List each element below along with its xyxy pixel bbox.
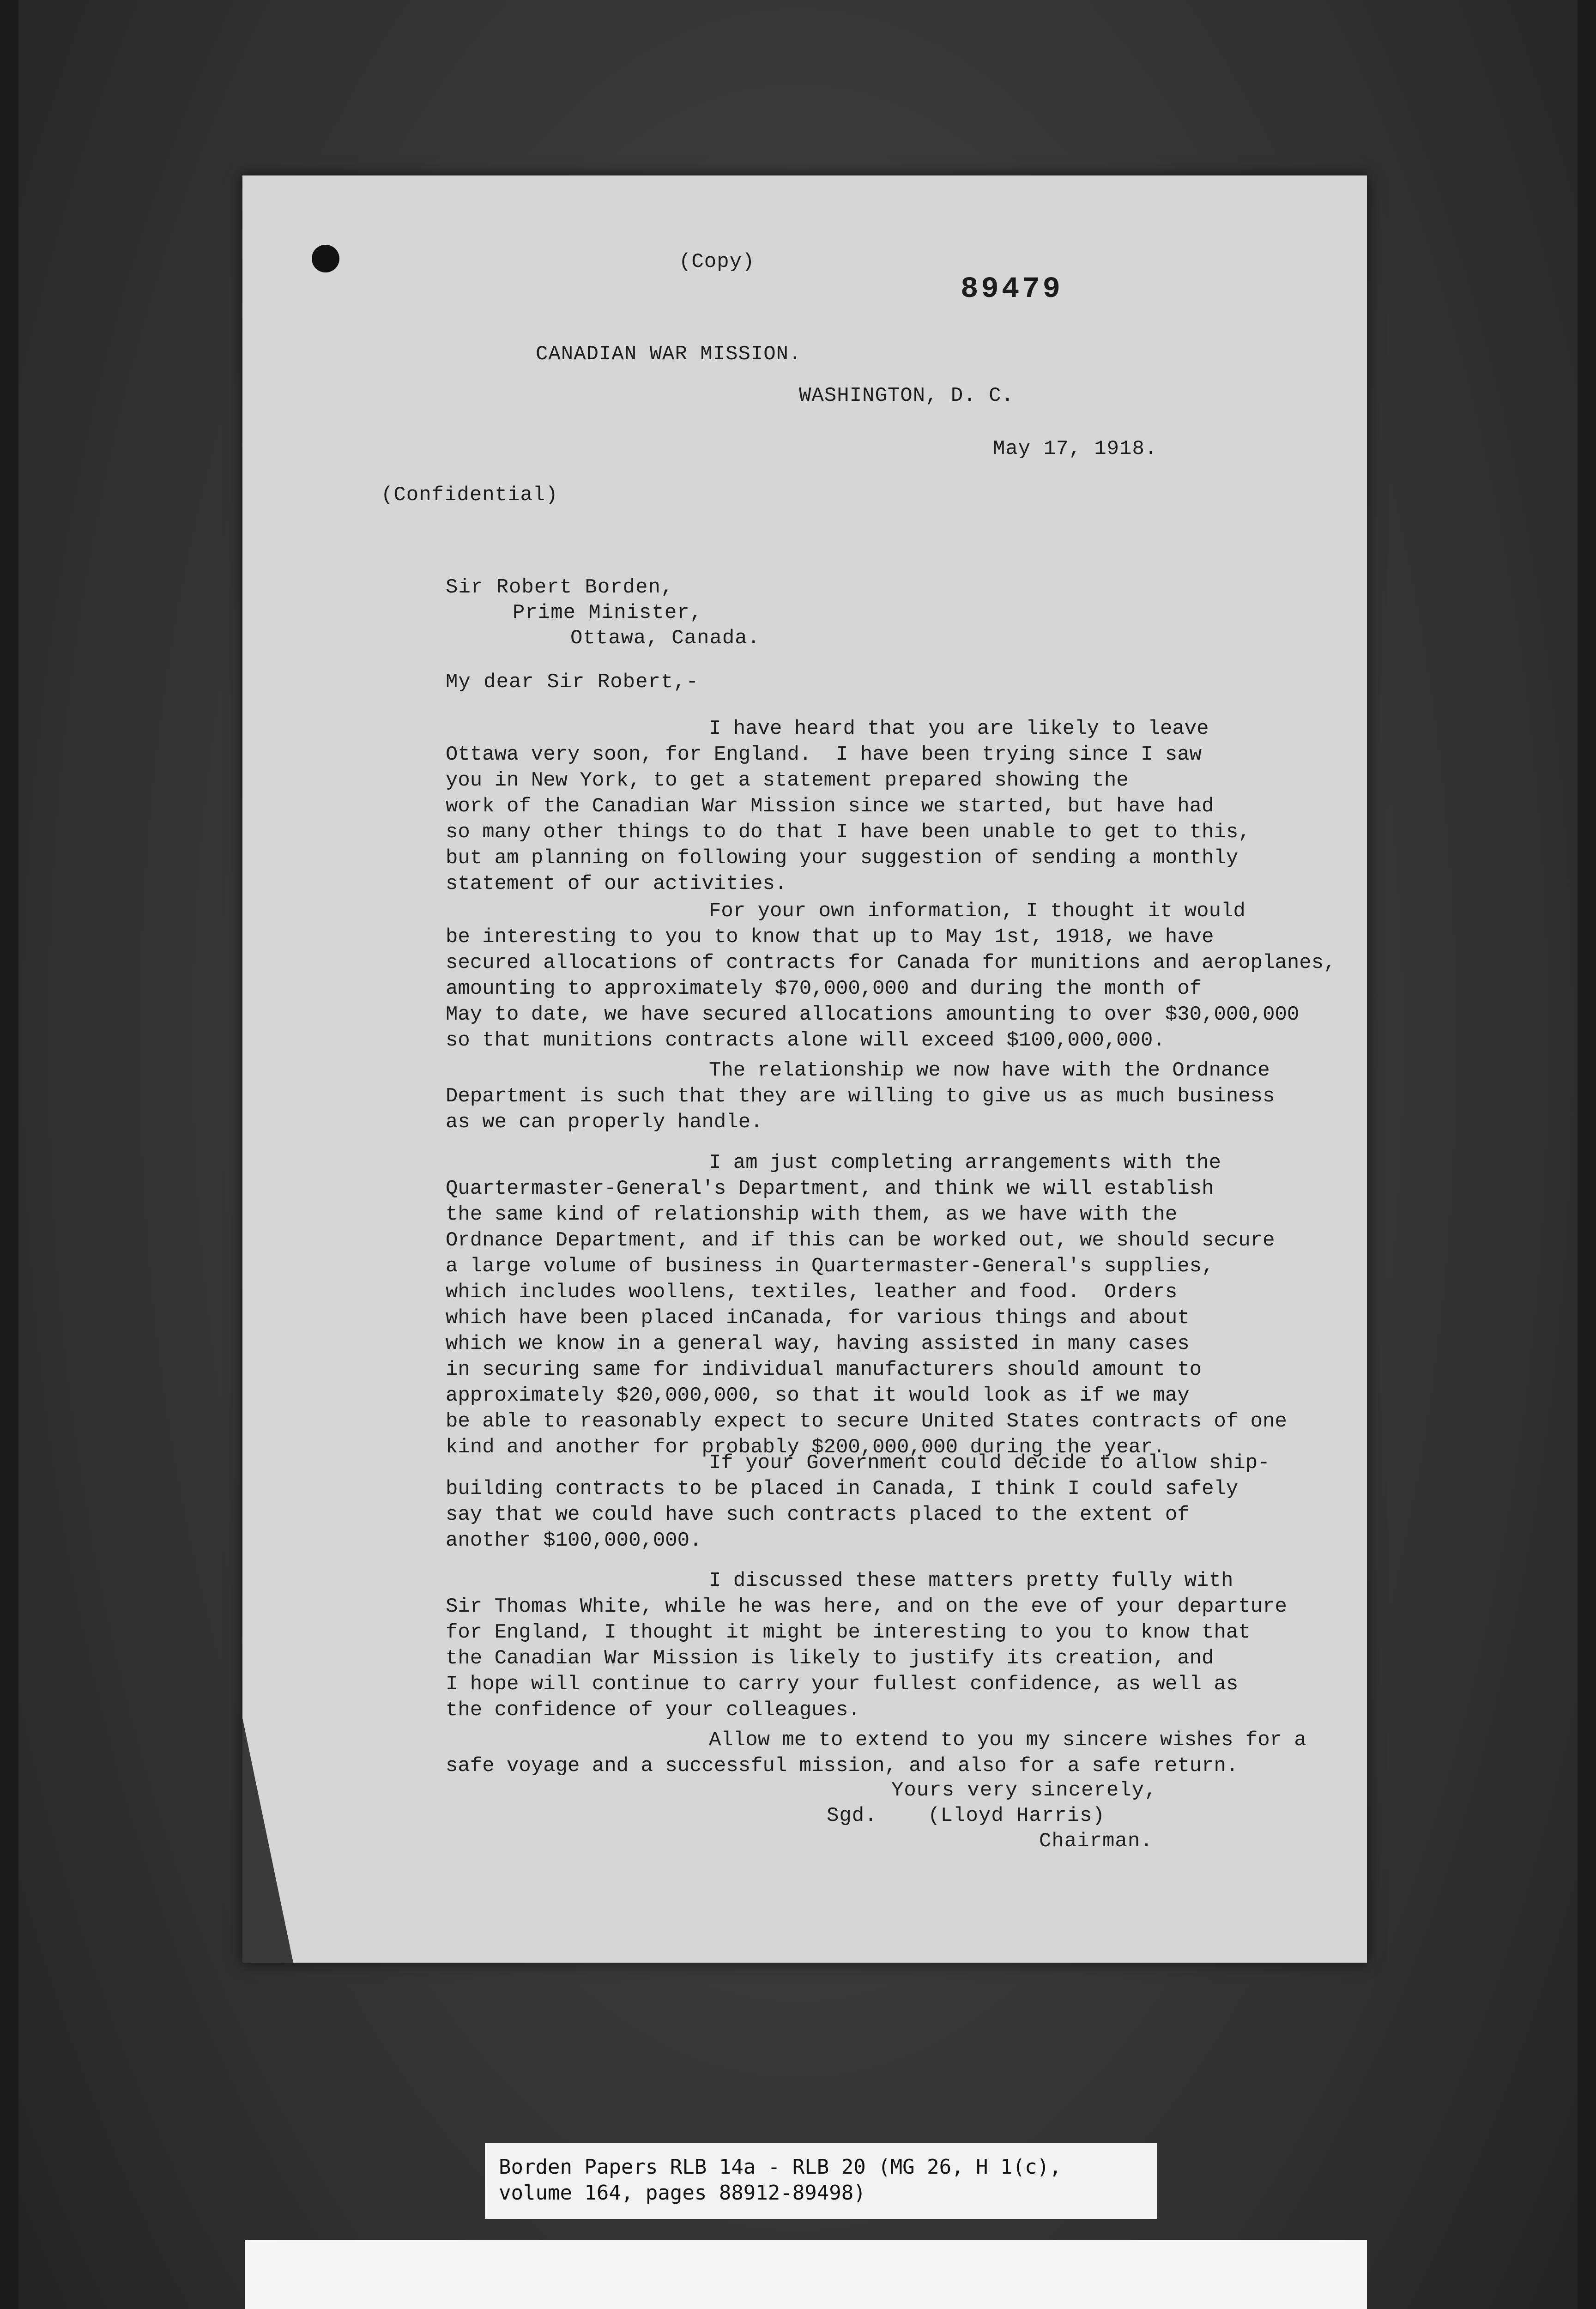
- paragraph-line: approximately $20,000,000, so that it would look as if we may: [446, 1384, 1190, 1407]
- paragraph-line: building contracts to be placed in Canada, I think I could safely: [446, 1477, 1239, 1500]
- letter-date: May 17, 1918.: [993, 437, 1158, 460]
- signer-title: Chairman.: [1039, 1830, 1153, 1853]
- paragraph-line: as we can properly handle.: [446, 1111, 763, 1134]
- paragraph-line: Allow me to extend to you my sincere wishes for a: [709, 1729, 1306, 1752]
- paragraph-line: say that we could have such contracts placed to the extent of: [446, 1503, 1190, 1526]
- film-edge-right: [1578, 0, 1596, 2309]
- paragraph-line: the same kind of relationship with them, as we have with the: [446, 1203, 1178, 1226]
- addressee-line: Ottawa, Canada.: [570, 627, 761, 650]
- paragraph-line: which have been placed inCanada, for various things and about: [446, 1306, 1190, 1330]
- paragraph-line: If your Government could decide to allow ship-: [709, 1451, 1270, 1475]
- paragraph-line: kind and another for probably $200,000,000 during the year.: [446, 1436, 1165, 1459]
- paragraph-line: the confidence of your colleagues.: [446, 1699, 860, 1722]
- reference-label-line: Borden Papers RLB 14a - RLB 20 (MG 26, H 1(c),: [499, 2155, 1062, 2179]
- letter-paragraph: [446, 1150, 1369, 1460]
- paragraph-line: so that munitions contracts alone will exceed $100,000,000.: [446, 1029, 1165, 1052]
- paragraph-line: but am planning on following your suggestion of sending a monthly: [446, 846, 1239, 870]
- film-edge-left: [0, 0, 18, 2309]
- paragraph-line: in securing same for individual manufacturers should amount to: [446, 1358, 1202, 1381]
- paragraph-line: secured allocations of contracts for Canada for munitions and aeroplanes,: [446, 951, 1336, 974]
- paragraph-line: The relationship we now have with the Ordnance: [709, 1059, 1270, 1082]
- paragraph-line: I have heard that you are likely to leave: [709, 717, 1209, 740]
- paragraph-line: be able to reasonably expect to secure United States contracts of one: [446, 1410, 1287, 1433]
- letter-paragraph: [446, 716, 1369, 897]
- letterhead: CANADIAN WAR MISSION.: [536, 343, 802, 366]
- paragraph-line: statement of our activities.: [446, 872, 787, 895]
- archive-stamp: [245, 2240, 1367, 2309]
- punch-hole: [312, 245, 339, 272]
- closing: Yours very sincerely,: [891, 1779, 1157, 1802]
- paragraph-line: you in New York, to get a statement prepared showing the: [446, 769, 1129, 792]
- salutation: My dear Sir Robert,-: [446, 671, 699, 694]
- reference-label-line: volume 164, pages 88912-89498): [499, 2181, 866, 2205]
- letter-paragraph: [446, 1058, 1369, 1135]
- paragraph-line: amounting to approximately $70,000,000 and during the month of: [446, 977, 1202, 1000]
- paragraph-line: Quartermaster-General's Department, and think we will establish: [446, 1177, 1214, 1200]
- paragraph-line: Ottawa very soon, for England. I have been trying since I saw: [446, 743, 1202, 766]
- reference-number: 89479: [961, 273, 1064, 306]
- reference-label: [485, 2143, 1157, 2219]
- paragraph-line: I am just completing arrangements with the: [709, 1151, 1221, 1174]
- page-fold-corner: [242, 1718, 293, 1963]
- paragraph-line: which includes woollens, textiles, leather and food. Orders: [446, 1281, 1178, 1304]
- signature: Sgd. (Lloyd Harris): [827, 1804, 1105, 1827]
- paragraph-line: safe voyage and a successful mission, and also for a safe return.: [446, 1754, 1239, 1777]
- paragraph-line: Sir Thomas White, while he was here, and on the eve of your departure: [446, 1595, 1287, 1618]
- letter-paragraph: [446, 1568, 1369, 1723]
- paragraph-line: Ordnance Department, and if this can be worked out, we should secure: [446, 1229, 1275, 1252]
- addressee-line: Sir Robert Borden,: [446, 576, 674, 599]
- paragraph-line: May to date, we have secured allocations amounting to over $30,000,000: [446, 1003, 1300, 1026]
- letter-location: WASHINGTON, D. C.: [799, 384, 1014, 407]
- paragraph-line: I discussed these matters pretty fully with: [709, 1569, 1233, 1592]
- addressee-line: Prime Minister,: [513, 601, 703, 624]
- paragraph-line: work of the Canadian War Mission since we started, but have had: [446, 795, 1214, 818]
- paragraph-line: a large volume of business in Quartermaster-General's supplies,: [446, 1255, 1214, 1278]
- paragraph-line: Department is such that they are willing to give us as much business: [446, 1085, 1275, 1108]
- confidential-mark: (Confidential): [381, 484, 558, 507]
- paragraph-line: for England, I thought it might be interesting to you to know that: [446, 1621, 1251, 1644]
- paragraph-line: For your own information, I thought it would: [709, 900, 1245, 923]
- paragraph-line: the Canadian War Mission is likely to justify its creation, and: [446, 1647, 1214, 1670]
- letter-paragraph: [446, 1450, 1369, 1553]
- paragraph-line: another $100,000,000.: [446, 1529, 702, 1552]
- paragraph-line: be interesting to you to know that up to May 1st, 1918, we have: [446, 925, 1214, 949]
- paragraph-line: which we know in a general way, having assisted in many cases: [446, 1332, 1190, 1355]
- letter-paragraph: [446, 1727, 1369, 1779]
- copy-mark: (Copy): [679, 250, 755, 273]
- letter-paragraph: [446, 898, 1369, 1053]
- paragraph-line: so many other things to do that I have been unable to get to this,: [446, 821, 1251, 844]
- paragraph-line: I hope will continue to carry your fullest confidence, as well as: [446, 1673, 1239, 1696]
